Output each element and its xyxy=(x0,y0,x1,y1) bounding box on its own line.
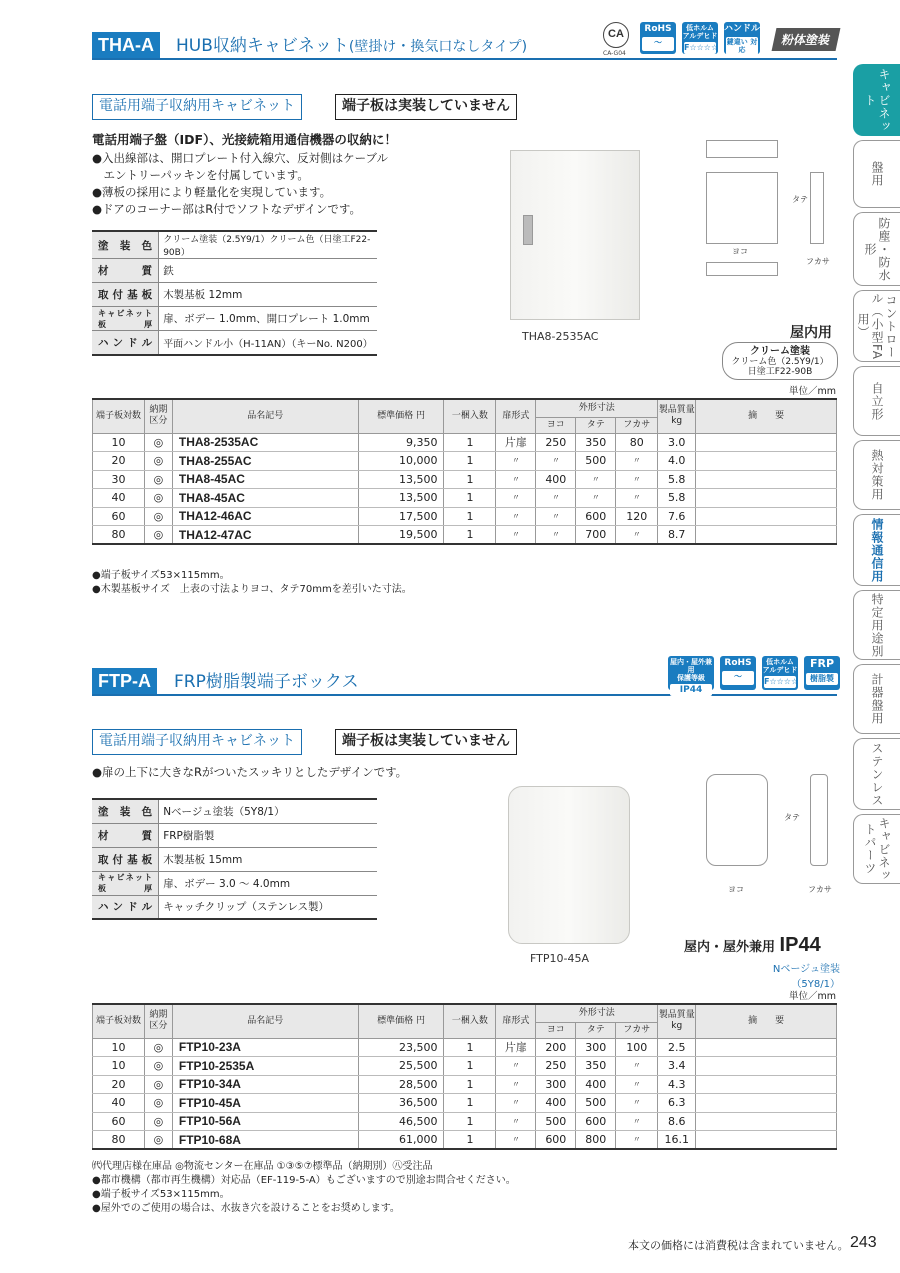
table-cell: 46,500 xyxy=(358,1112,444,1131)
table-cell xyxy=(696,470,837,489)
table-cell: 〃 xyxy=(616,1075,658,1094)
sidebar-tab[interactable]: 熱対策用 xyxy=(853,440,900,510)
tax-note: 本文の価格には消費税は含まれていません。 xyxy=(628,1239,849,1252)
table-cell: 1 xyxy=(444,1075,496,1094)
tag-telephone-cabinet: 電話用端子収納用キャビネット xyxy=(92,729,302,755)
notes xyxy=(92,1160,516,1216)
table-cell xyxy=(696,1075,837,1094)
table-cell: 500 xyxy=(576,452,616,471)
table-cell: 17,500 xyxy=(358,507,444,526)
rohs-leaf-icon: 〜 xyxy=(642,37,674,51)
spec-key: 取付基板 xyxy=(92,847,159,871)
table-cell: 〃 xyxy=(496,526,536,545)
table-cell: 〃 xyxy=(616,1057,658,1076)
photo-caption: THA8-2535AC xyxy=(522,330,599,343)
spec-value: 鉄 xyxy=(159,259,377,283)
dimension-drawing: ヨコ タテ フカサ xyxy=(698,128,840,278)
table-cell xyxy=(696,433,837,452)
table-row xyxy=(93,470,837,489)
sidebar-tab[interactable]: コントロール（小型FA用） xyxy=(853,290,900,362)
table-cell: 400 xyxy=(576,1075,616,1094)
table-cell: 10 xyxy=(93,1038,145,1057)
spec-key: ハンドル xyxy=(92,895,159,919)
table-cell: 〃 xyxy=(616,452,658,471)
section-title: HUB収納キャビネット(壁掛け・換気口なしタイプ) xyxy=(176,36,528,56)
sidebar-tab[interactable]: 情報通信用 xyxy=(853,514,900,586)
table-cell: 〃 xyxy=(536,452,576,471)
table-cell: 〃 xyxy=(536,507,576,526)
feature-item: エントリーパッキンを付属しています。 xyxy=(92,168,309,182)
table-cell: 〃 xyxy=(616,1131,658,1150)
delivery-legend: ㈹代理店様在庫品 ◎物流センター在庫品 ①③⑤⑦標準品（納期別）㊇受注品 xyxy=(92,1161,433,1172)
spec-value: クリーム塗装（2.5Y9/1）クリーム色（日塗工F22-90B） xyxy=(159,231,377,259)
table-cell: 1 xyxy=(444,1038,496,1057)
feature-list xyxy=(92,150,388,218)
section-code: THA-A xyxy=(92,32,160,58)
table-cell: 20 xyxy=(93,452,145,471)
feature-list xyxy=(92,764,407,781)
table-cell: 〃 xyxy=(576,489,616,508)
table-cell: 500 xyxy=(536,1112,576,1131)
rohs-badge: RoHS 〜 xyxy=(720,656,756,690)
table-cell: ◎ xyxy=(144,1131,172,1150)
table-cell: 5.8 xyxy=(658,470,696,489)
ip44-badge: 屋内・屋外兼用 保護等級 IP44 xyxy=(670,658,712,695)
table-cell: THA12-47AC xyxy=(172,526,358,545)
spec-key: 塗装色 xyxy=(92,799,159,823)
table-row xyxy=(93,433,837,452)
table-cell: 13,500 xyxy=(358,470,444,489)
table-cell: 80 xyxy=(93,1131,145,1150)
formaldehyde-badge: 低ホルム アルデヒド F☆☆☆☆ xyxy=(682,24,719,52)
sidebar-tab[interactable]: 計器盤用 xyxy=(853,664,900,734)
table-cell: 8.6 xyxy=(658,1112,696,1131)
table-cell: ◎ xyxy=(144,507,172,526)
handle-badge: ハンドル 鍵違い 対応 xyxy=(724,24,761,54)
table-cell xyxy=(696,1057,837,1076)
table-cell xyxy=(696,1038,837,1057)
table-cell: 9,350 xyxy=(358,433,444,452)
table-cell: 〃 xyxy=(496,1094,536,1113)
sidebar-tab[interactable]: 防塵・防水形 xyxy=(853,212,900,286)
table-row xyxy=(93,452,837,471)
ca-code: CA-G04 xyxy=(603,50,626,57)
table-cell: 20 xyxy=(93,1075,145,1094)
note: ●屋外でのご使用の場合は、水抜き穴を設けることをお奨めします。 xyxy=(92,1203,400,1214)
table-cell: 600 xyxy=(576,1112,616,1131)
section-title: FRP樹脂製端子ボックス xyxy=(174,672,359,692)
table-cell: 500 xyxy=(576,1094,616,1113)
table-cell xyxy=(696,452,837,471)
table-cell: 16.1 xyxy=(658,1131,696,1150)
paint-note: クリーム塗装 クリーム色（2.5Y9/1） 日塗工F22-90B xyxy=(722,342,838,380)
table-row xyxy=(93,1075,837,1094)
table-cell: THA12-46AC xyxy=(172,507,358,526)
table-cell: 350 xyxy=(576,1057,616,1076)
photo-caption: FTP10-45A xyxy=(530,952,589,965)
notes xyxy=(92,569,412,597)
table-cell: 350 xyxy=(576,433,616,452)
feature-item: ●入出線部は、開口プレート付入線穴、反対側はケーブル xyxy=(92,151,389,165)
feature-item: ●ドアのコーナー部はR付でソフトなデザインです。 xyxy=(92,202,361,216)
powder-coat-badge: 粉体塗装 xyxy=(772,28,841,51)
table-cell: 1 xyxy=(444,1094,496,1113)
table-cell: 40 xyxy=(93,1094,145,1113)
tag-no-terminal: 端子板は実装していません xyxy=(335,729,517,755)
table-row xyxy=(93,1038,837,1057)
spec-key: 塗装色 xyxy=(92,231,159,259)
table-row xyxy=(93,1094,837,1113)
spec-key: 取付基板 xyxy=(92,283,159,307)
rohs-leaf-icon: 〜 xyxy=(722,671,754,685)
table-cell: 1 xyxy=(444,470,496,489)
table-cell: 120 xyxy=(616,507,658,526)
table-cell: 19,500 xyxy=(358,526,444,545)
usage-label: 屋内・屋外兼用 IP44 xyxy=(684,934,821,956)
table-cell: 300 xyxy=(536,1075,576,1094)
table-cell: 〃 xyxy=(496,1075,536,1094)
table-cell: 〃 xyxy=(616,489,658,508)
spec-key: キャビネット板厚 xyxy=(92,871,159,895)
table-cell: 3.0 xyxy=(658,433,696,452)
feature-item: ●薄板の採用により軽量化を実現しています。 xyxy=(92,185,332,199)
table-cell: 〃 xyxy=(496,489,536,508)
spec-table xyxy=(92,230,377,356)
table-cell: 250 xyxy=(536,1057,576,1076)
table-cell: 4.0 xyxy=(658,452,696,471)
table-cell: 80 xyxy=(93,526,145,545)
table-cell: THA8-2535AC xyxy=(172,433,358,452)
feature-item: ●扉の上下に大きなRがついたスッキリとしたデザインです。 xyxy=(92,765,408,779)
table-cell: 1 xyxy=(444,433,496,452)
spec-value: Nベージュ塗装（5Y8/1） xyxy=(159,799,377,823)
table-cell: 3.4 xyxy=(658,1057,696,1076)
unit-label: 単位／mm xyxy=(789,386,837,397)
table-cell: 4.3 xyxy=(658,1075,696,1094)
table-cell: ◎ xyxy=(144,452,172,471)
spec-value: 平面ハンドル小（H-11AN）（キーNo. N200） xyxy=(159,331,377,355)
table-cell: 600 xyxy=(576,507,616,526)
lead-text: 電話用端子盤（IDF）、光接続箱用通信機器の収納に！ xyxy=(92,132,397,147)
table-cell: 〃 xyxy=(616,1094,658,1113)
note: ●木製基板サイズ 上表の寸法よりヨコ、タテ70mmを差引いた寸法。 xyxy=(92,584,412,595)
table-cell: 800 xyxy=(576,1131,616,1150)
spec-key: キャビネット板厚 xyxy=(92,307,159,331)
spec-value: FRP樹脂製 xyxy=(159,823,377,847)
product-table-tha: 端子板対数 納期区分 品名記号 標準価格 円 一梱入数 扉形式 外形寸法 製品質量kg 摘 要 ヨコ タテ フカサ 10 ◎ THA8-2535AC 9,350 1 片扉 250 350 80 3.0 20 ◎ THA8-255AC 10,000 1 〃 〃 500 〃 4.0 30 ◎ THA8-45AC 13,500 1 〃 400 〃 〃 5.8 40 ◎ THA8-45AC 13,500 1 〃 〃 〃 〃 5.8 60 ◎ THA12-46AC 17,500 1 〃 〃 600 120 7.6 80 ◎ THA12-47AC 19,500 1 〃 〃 700 〃 8.7 xyxy=(92,398,837,545)
table-cell: ◎ xyxy=(144,1094,172,1113)
table-cell: 300 xyxy=(576,1038,616,1057)
table-cell: 61,000 xyxy=(358,1131,444,1150)
spec-key: 材質 xyxy=(92,259,159,283)
table-cell: ◎ xyxy=(144,1075,172,1094)
table-cell: 10 xyxy=(93,433,145,452)
table-cell: ◎ xyxy=(144,489,172,508)
handle-icon xyxy=(523,215,533,245)
table-cell: 1 xyxy=(444,507,496,526)
table-cell: 60 xyxy=(93,1112,145,1131)
rohs-badge: RoHS 〜 xyxy=(640,22,676,54)
table-row xyxy=(93,1057,837,1076)
table-cell: 100 xyxy=(616,1038,658,1057)
table-cell: 5.8 xyxy=(658,489,696,508)
formaldehyde-badge: 低ホルム アルデヒド F☆☆☆☆ xyxy=(762,656,798,690)
product-table-ftp: 端子板対数 納期区分 品名記号 標準価格 円 一梱入数 扉形式 外形寸法 製品質量kg 摘 要 ヨコ タテ フカサ 10 ◎ FTP10-23A 23,500 1 片扉 200 300 100 2.5 10 ◎ FTP10-2535A 25,500 1 〃 250 350 〃 3.4 20 ◎ FTP10-34A 28,500 1 〃 300 400 〃 4.3 40 ◎ FTP10-45A 36,500 1 〃 400 500 〃 6.3 60 ◎ FTP10-56A 46,500 1 〃 500 600 〃 8.6 80 ◎ FTP10-68A 61,000 1 〃 600 800 〃 16.1 xyxy=(92,1003,837,1150)
table-cell: THA8-45AC xyxy=(172,470,358,489)
table-cell: 〃 xyxy=(496,1057,536,1076)
table-row xyxy=(93,526,837,545)
table-cell: 23,500 xyxy=(358,1038,444,1057)
table-cell xyxy=(696,1112,837,1131)
table-cell: 〃 xyxy=(536,489,576,508)
table-cell: 60 xyxy=(93,507,145,526)
table-cell xyxy=(696,489,837,508)
table-cell: 13,500 xyxy=(358,489,444,508)
table-cell: 1 xyxy=(444,452,496,471)
usage-label: 屋内用 xyxy=(790,325,832,341)
dimension-drawing: ヨコ タテ フカサ xyxy=(698,768,840,898)
table-cell: 〃 xyxy=(616,470,658,489)
spec-key: 材質 xyxy=(92,823,159,847)
table-cell: THA8-45AC xyxy=(172,489,358,508)
note: ●端子板サイズ53×115mm。 xyxy=(92,1189,230,1200)
ca-mark: CA xyxy=(603,22,629,48)
table-cell: 〃 xyxy=(576,470,616,489)
table-cell: FTP10-34A xyxy=(172,1075,358,1094)
sidebar-tab[interactable]: 盤用 xyxy=(853,140,900,208)
table-cell: 〃 xyxy=(496,507,536,526)
table-cell: 600 xyxy=(536,1131,576,1150)
table-cell: ◎ xyxy=(144,1038,172,1057)
table-cell: 6.3 xyxy=(658,1094,696,1113)
table-cell: 7.6 xyxy=(658,507,696,526)
table-cell: ◎ xyxy=(144,433,172,452)
table-cell: 1 xyxy=(444,1057,496,1076)
table-cell: 2.5 xyxy=(658,1038,696,1057)
table-cell: 80 xyxy=(616,433,658,452)
tag-no-terminal: 端子板は実装していません xyxy=(335,94,517,120)
table-cell: ◎ xyxy=(144,1057,172,1076)
table-cell: 片扉 xyxy=(496,1038,536,1057)
table-cell: 1 xyxy=(444,526,496,545)
spec-value: 扉、ボデー 1.0mm、開口プレート 1.0mm xyxy=(159,307,377,331)
table-row xyxy=(93,489,837,508)
table-cell: 10 xyxy=(93,1057,145,1076)
spec-value: キャッチクリップ（ステンレス製） xyxy=(159,895,377,919)
table-cell: 1 xyxy=(444,489,496,508)
table-cell: ◎ xyxy=(144,1112,172,1131)
sidebar-tab[interactable]: キャビネット xyxy=(853,64,900,136)
sidebar-tab[interactable]: 特定用途別 xyxy=(853,590,900,660)
spec-table xyxy=(92,798,377,920)
product-photo-ftp xyxy=(508,786,630,944)
spec-key: ハンドル xyxy=(92,331,159,355)
page-number: 243 xyxy=(850,1234,877,1251)
table-cell xyxy=(696,507,837,526)
table-row xyxy=(93,507,837,526)
table-cell: 250 xyxy=(536,433,576,452)
table-cell: FTP10-56A xyxy=(172,1112,358,1131)
table-cell xyxy=(696,526,837,545)
frp-badge: FRP 樹脂製 xyxy=(804,656,840,690)
table-cell: 30 xyxy=(93,470,145,489)
table-cell: 〃 xyxy=(496,1131,536,1150)
table-cell: 〃 xyxy=(496,1112,536,1131)
table-cell: 25,500 xyxy=(358,1057,444,1076)
table-cell: 〃 xyxy=(616,1112,658,1131)
table-cell: 1 xyxy=(444,1131,496,1150)
table-cell: FTP10-23A xyxy=(172,1038,358,1057)
note: ●都市機構（都市再生機構）対応品（EF-119-5-A）もございますので別途お問合せください。 xyxy=(92,1175,516,1186)
table-cell: 700 xyxy=(576,526,616,545)
section-code: FTP-A xyxy=(92,668,157,694)
table-cell: 8.7 xyxy=(658,526,696,545)
table-cell: 40 xyxy=(93,489,145,508)
table-cell: 〃 xyxy=(536,526,576,545)
table-cell: 36,500 xyxy=(358,1094,444,1113)
spec-value: 扉、ボデー 3.0 ～ 4.0mm xyxy=(159,871,377,895)
product-photo-tha xyxy=(510,150,640,320)
table-cell: ◎ xyxy=(144,470,172,489)
table-cell: 〃 xyxy=(616,526,658,545)
sidebar-tab[interactable]: 自立形 xyxy=(853,366,900,436)
paint-note: Nベージュ塗装 （5Y8/1） xyxy=(772,964,840,990)
table-cell: THA8-255AC xyxy=(172,452,358,471)
table-cell: 28,500 xyxy=(358,1075,444,1094)
table-cell: 片扉 xyxy=(496,433,536,452)
spec-value: 木製基板 15mm xyxy=(159,847,377,871)
table-cell: ◎ xyxy=(144,526,172,545)
table-cell: 〃 xyxy=(496,452,536,471)
table-cell: FTP10-68A xyxy=(172,1131,358,1150)
unit-label: 単位／mm xyxy=(789,991,837,1002)
table-cell: 1 xyxy=(444,1112,496,1131)
table-cell xyxy=(696,1094,837,1113)
table-cell: 200 xyxy=(536,1038,576,1057)
table-cell: FTP10-2535A xyxy=(172,1057,358,1076)
sidebar-tab[interactable]: ステンレス xyxy=(853,738,900,810)
table-cell: FTP10-45A xyxy=(172,1094,358,1113)
tag-telephone-cabinet: 電話用端子収納用キャビネット xyxy=(92,94,302,120)
spec-value: 木製基板 12mm xyxy=(159,283,377,307)
table-cell: 400 xyxy=(536,1094,576,1113)
sidebar-tab[interactable]: キャビネットパーツ xyxy=(853,814,900,884)
table-row xyxy=(93,1131,837,1150)
table-cell: 10,000 xyxy=(358,452,444,471)
table-cell xyxy=(696,1131,837,1150)
table-row xyxy=(93,1112,837,1131)
table-cell: 〃 xyxy=(496,470,536,489)
note: ●端子板サイズ53×115mm。 xyxy=(92,570,230,581)
table-cell: 400 xyxy=(536,470,576,489)
